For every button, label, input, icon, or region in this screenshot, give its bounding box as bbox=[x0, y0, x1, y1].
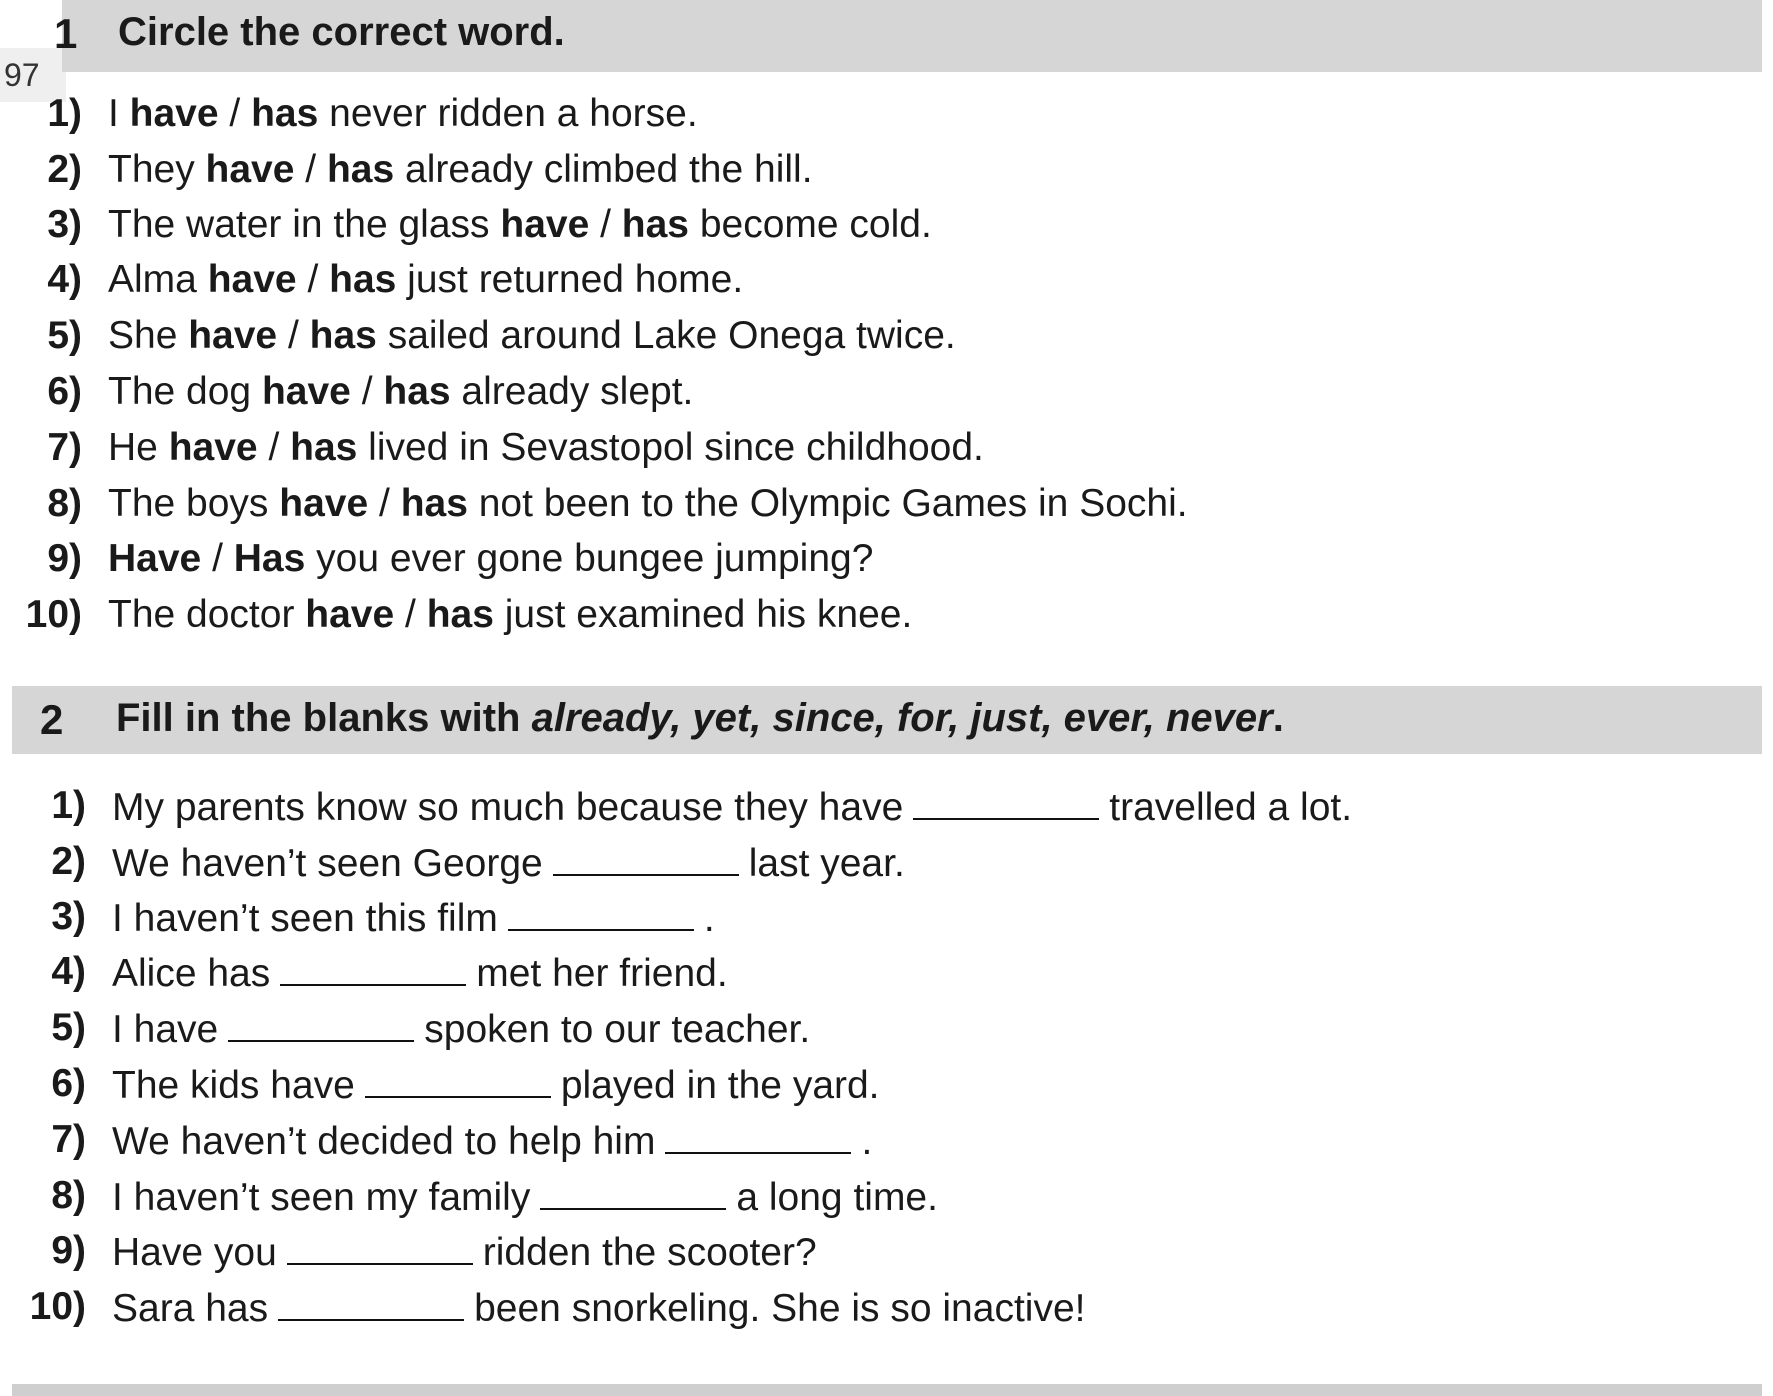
sentence-end: just examined his knee. bbox=[493, 593, 913, 636]
section-2-title-words: already, yet, since, for, just, ever, never bbox=[531, 696, 1273, 740]
item-number: 8) bbox=[47, 482, 82, 525]
item-number: 1) bbox=[51, 784, 86, 827]
answer-blank[interactable] bbox=[365, 1060, 551, 1098]
item-sentence bbox=[108, 146, 813, 194]
choice-b[interactable]: has bbox=[383, 370, 451, 413]
exercise-1-item bbox=[8, 201, 932, 249]
choice-a[interactable]: have bbox=[207, 258, 297, 301]
item-number: 2) bbox=[51, 840, 86, 883]
sentence-end: just returned home. bbox=[396, 258, 744, 301]
item-number: 6) bbox=[47, 370, 82, 413]
choice-a[interactable]: have bbox=[205, 148, 295, 191]
exercise-2-item bbox=[12, 1227, 817, 1275]
answer-blank[interactable] bbox=[540, 1172, 726, 1210]
item-number: 3) bbox=[47, 203, 82, 246]
choice-b[interactable]: has bbox=[326, 148, 395, 191]
item-number: 6) bbox=[51, 1062, 86, 1105]
exercise-2-item bbox=[12, 1004, 811, 1052]
sentence-end: lived in Sevastopol since childhood. bbox=[357, 426, 984, 469]
exercise-2-item bbox=[12, 838, 905, 886]
item-number: 10) bbox=[25, 593, 82, 636]
item-number: 8) bbox=[51, 1174, 86, 1217]
exercise-1-item bbox=[8, 90, 698, 138]
sentence-start: Alma bbox=[108, 258, 208, 301]
item-sentence bbox=[112, 838, 905, 888]
item-number: 9) bbox=[51, 1229, 86, 1272]
choice-b[interactable]: has bbox=[400, 482, 468, 525]
choice-a[interactable]: have bbox=[279, 482, 369, 525]
item-sentence bbox=[108, 256, 743, 304]
choice-b[interactable]: has bbox=[329, 258, 397, 301]
exercise-1-item bbox=[8, 424, 984, 472]
sentence-end: last year. bbox=[748, 842, 905, 885]
item-number: 5) bbox=[51, 1006, 86, 1049]
exercise-2-item bbox=[12, 1283, 1086, 1331]
choice-separator: / bbox=[589, 203, 622, 246]
item-number: 4) bbox=[51, 950, 86, 993]
exercise-1-item bbox=[8, 312, 956, 360]
sentence-start: The dog bbox=[108, 370, 262, 413]
sentence-end: ridden the scooter? bbox=[482, 1231, 817, 1274]
item-sentence bbox=[108, 424, 984, 472]
choice-a[interactable]: have bbox=[168, 426, 258, 469]
item-sentence bbox=[112, 1116, 872, 1166]
answer-blank[interactable] bbox=[278, 1283, 464, 1321]
choice-a[interactable]: have bbox=[188, 314, 278, 357]
sentence-start: My parents know so much because they have bbox=[112, 786, 904, 829]
answer-blank[interactable] bbox=[508, 893, 694, 931]
exercise-2-item bbox=[12, 948, 728, 996]
item-sentence bbox=[112, 1172, 938, 1222]
choice-separator: / bbox=[294, 148, 327, 191]
exercise-1-item bbox=[8, 256, 744, 304]
sentence-start: Sara has bbox=[112, 1287, 269, 1330]
sentence-end: met her friend. bbox=[476, 952, 728, 995]
sentence-end: . bbox=[861, 1120, 873, 1163]
section-1-header bbox=[54, 0, 1762, 72]
exercise-1-item bbox=[8, 146, 813, 194]
sentence-start: I haven’t seen this film bbox=[112, 897, 498, 940]
answer-blank[interactable] bbox=[228, 1004, 414, 1042]
exercise-2-item bbox=[12, 1060, 880, 1108]
item-sentence bbox=[112, 1227, 817, 1277]
sentence-start: He bbox=[108, 426, 169, 469]
exercise-2-item bbox=[12, 893, 715, 941]
section-1-title: Circle the correct word. bbox=[118, 10, 565, 54]
answer-blank[interactable] bbox=[280, 948, 466, 986]
sentence-end: played in the yard. bbox=[560, 1064, 880, 1107]
answer-blank[interactable] bbox=[665, 1116, 851, 1154]
item-sentence bbox=[112, 948, 728, 998]
item-number: 5) bbox=[47, 314, 82, 357]
section-2-title-suffix: . bbox=[1272, 696, 1284, 740]
exercise-2-item bbox=[12, 782, 1353, 830]
item-number: 9) bbox=[47, 537, 82, 580]
choice-b[interactable]: has bbox=[621, 203, 689, 246]
exercise-1-item bbox=[8, 535, 874, 583]
sentence-end: not been to the Olympic Games in Sochi. bbox=[467, 482, 1188, 525]
item-sentence bbox=[112, 1004, 810, 1054]
item-number: 7) bbox=[51, 1118, 86, 1161]
sentence-start: I have bbox=[112, 1008, 219, 1051]
sentence-start: We haven’t seen George bbox=[112, 842, 543, 885]
item-sentence bbox=[108, 312, 956, 360]
sentence-start: The kids have bbox=[112, 1064, 355, 1107]
sentence-start: I haven’t seen my family bbox=[112, 1176, 531, 1219]
item-sentence bbox=[108, 201, 932, 249]
item-number: 4) bbox=[47, 258, 82, 301]
sentence-start: They bbox=[108, 148, 206, 191]
answer-blank[interactable] bbox=[913, 782, 1099, 820]
section-1-number: 1 bbox=[54, 10, 78, 57]
page-number: 97 bbox=[0, 48, 66, 102]
choice-separator: / bbox=[277, 314, 310, 357]
item-number: 1) bbox=[47, 92, 82, 135]
choice-separator: / bbox=[257, 426, 291, 469]
choice-b[interactable]: Has bbox=[233, 537, 306, 580]
sentence-end: a long time. bbox=[736, 1176, 938, 1219]
sentence-end: you ever gone bungee jumping? bbox=[305, 537, 874, 580]
sentence-start: The boys bbox=[108, 482, 280, 525]
choice-a[interactable]: have bbox=[305, 593, 395, 636]
exercise-1-item bbox=[8, 591, 913, 639]
sentence-end: travelled a lot. bbox=[1109, 786, 1353, 829]
item-sentence bbox=[108, 480, 1188, 528]
sentence-start: I bbox=[108, 92, 130, 135]
item-number: 3) bbox=[51, 895, 86, 938]
bottom-divider bbox=[12, 1384, 1762, 1396]
choice-separator: / bbox=[296, 258, 330, 301]
sentence-start: We haven’t decided to help him bbox=[112, 1120, 656, 1163]
choice-b[interactable]: has bbox=[251, 92, 319, 135]
choice-separator: / bbox=[350, 370, 384, 413]
choice-separator: / bbox=[394, 593, 427, 636]
item-sentence bbox=[108, 591, 912, 639]
choice-a[interactable]: Have bbox=[108, 537, 202, 580]
choice-b[interactable]: has bbox=[426, 593, 494, 636]
sentence-end: spoken to our teacher. bbox=[424, 1008, 811, 1051]
sentence-start: She bbox=[108, 314, 189, 357]
choice-a[interactable]: have bbox=[261, 370, 351, 413]
item-number: 10) bbox=[29, 1285, 86, 1328]
item-sentence bbox=[108, 368, 693, 416]
answer-blank[interactable] bbox=[553, 838, 739, 876]
section-2-header bbox=[12, 686, 1762, 754]
exercise-1-item bbox=[8, 480, 1188, 528]
sentence-start: The water in the glass bbox=[108, 203, 501, 246]
item-sentence bbox=[108, 90, 698, 138]
item-number: 2) bbox=[47, 148, 82, 191]
section-2-number: 2 bbox=[40, 696, 64, 743]
sentence-start: Have you bbox=[112, 1231, 277, 1274]
choice-b[interactable]: has bbox=[290, 426, 358, 469]
sentence-end: sailed around Lake Onega twice. bbox=[376, 314, 956, 357]
exercise-2-item bbox=[12, 1116, 873, 1164]
sentence-end: been snorkeling. She is so inactive! bbox=[474, 1287, 1086, 1330]
section-2-title bbox=[116, 696, 1284, 741]
item-sentence bbox=[112, 782, 1352, 832]
choice-b[interactable]: has bbox=[309, 314, 377, 357]
item-sentence bbox=[108, 535, 873, 583]
item-sentence bbox=[112, 1060, 880, 1110]
choice-separator: / bbox=[368, 482, 401, 525]
exercise-2-item bbox=[12, 1172, 938, 1220]
sentence-start: The doctor bbox=[108, 593, 306, 636]
item-number: 7) bbox=[47, 426, 82, 469]
item-sentence bbox=[112, 1283, 1085, 1333]
exercise-1-item bbox=[8, 368, 694, 416]
sentence-end: never ridden a horse. bbox=[318, 92, 698, 135]
answer-blank[interactable] bbox=[287, 1227, 473, 1265]
choice-separator: / bbox=[218, 92, 252, 135]
item-sentence bbox=[112, 893, 715, 943]
choice-a[interactable]: have bbox=[500, 203, 590, 246]
sentence-end: already slept. bbox=[450, 370, 694, 413]
choice-separator: / bbox=[201, 537, 234, 580]
choice-a[interactable]: have bbox=[129, 92, 219, 135]
sentence-start: Alice has bbox=[112, 952, 271, 995]
sentence-end: . bbox=[703, 897, 715, 940]
section-2-title-prefix: Fill in the blanks with bbox=[116, 696, 532, 740]
sentence-end: become cold. bbox=[689, 203, 932, 246]
sentence-end: already climbed the hill. bbox=[394, 148, 813, 191]
